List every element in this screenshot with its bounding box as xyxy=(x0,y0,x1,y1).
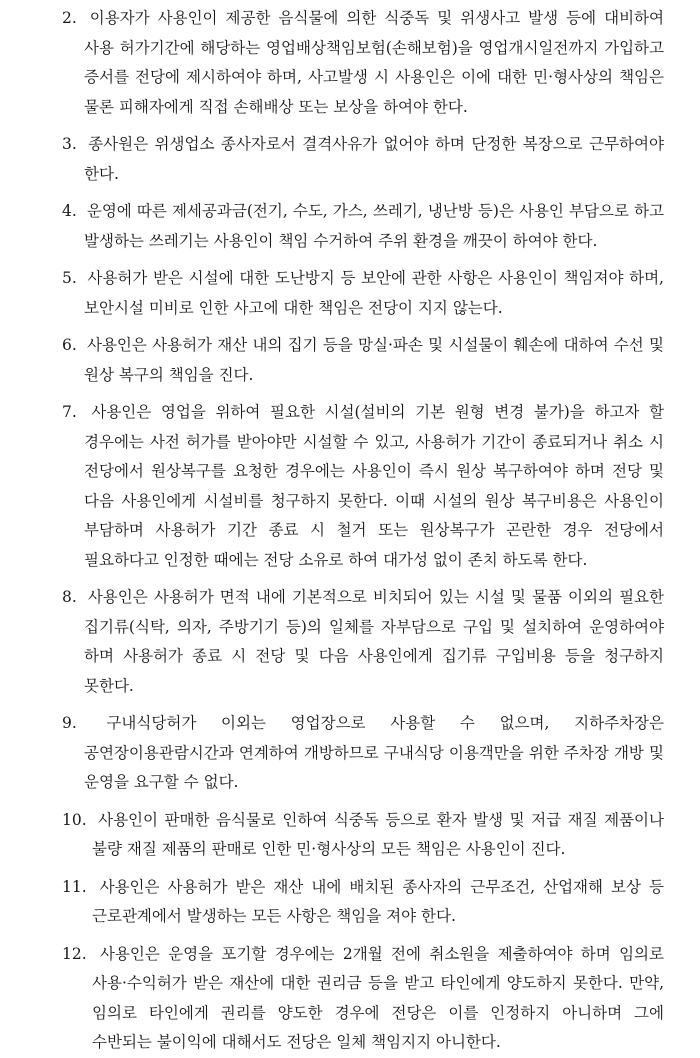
clause-8 xyxy=(62,583,664,701)
clause-number: 3. xyxy=(62,135,82,153)
clause-text: 구내식당허가 이외는 영업장으로 사용할 수 없으며, 지하주차장은 공연장이용관람시간과 연계하여 개방하므로 구내식당 이용객만을 위한 주차장 개방 및 운영을 요구할 수 없다. xyxy=(84,714,664,791)
clause-number: 12. xyxy=(62,944,92,963)
clause-number: 7. xyxy=(62,403,82,421)
clause-number: 2. xyxy=(62,9,82,27)
clause-9 xyxy=(62,709,664,798)
clause-number: 11. xyxy=(62,877,92,896)
clause-5 xyxy=(62,264,664,323)
clause-text: 사용인은 사용허가 면적 내에 기본적으로 비치되어 있는 시설 및 물품 이외의 필요한 집기류(식탁, 의자, 주방기기 등)의 일체를 자부담으로 구입 및 설치하여 운영하여야 하며 사용허가 종료 시 전당 및 다음 사용인에게 집기류 구입비용 등을 청구하지 못한다. xyxy=(84,588,664,695)
clause-text: 운영에 따른 제세공과금(전기, 수도, 가스, 쓰레기, 냉난방 등)은 사용인 부담으로 하고 발생하는 쓰레기는 사용인이 책임 수거하여 주위 환경을 깨끗이 하여야 한다. xyxy=(84,202,664,250)
clause-text: 사용인은 운영을 포기할 경우에는 2개월 전에 취소원을 제출하여야 하며 임의로 사용·수익허가 받은 재산에 대한 권리금 등을 받고 타인에게 양도하지 못한다. 만약, 임의로 타인에게 권리를 양도한 경우에 전당은 이를 인정하지 아니하며 그에 수반되는 불이익에 대해서도 전당은 일체 책임지지 아니한다. xyxy=(92,944,664,1051)
clause-number: 9. xyxy=(62,714,82,732)
clause-10 xyxy=(62,806,664,865)
clause-number: 10. xyxy=(62,810,92,829)
clause-4 xyxy=(62,197,664,256)
clause-12 xyxy=(62,940,664,1058)
clause-text: 사용인은 영업을 위하여 필요한 시설(설비의 기본 원형 변경 불가)을 하고자 할 경우에는 사전 허가를 받아야만 시설할 수 있고, 사용허가 기간이 종료되거나 취소 시 전당에서 원상복구를 요청한 경우에는 사용인이 즉시 원상 복구하여야 하며 전당 및 다음 사용인에게 시설비를 청구하지 못한다. 이때 시설의 원상 복구비용은 사용인이 부담하며 사용허가 기간 종료 시 철거 또는 원상복구가 곤란한 경우 전당에서 필요하다고 인정한 때에는 전당 소유로 하여 대가성 없이 존치 하도록 한다. xyxy=(84,403,664,569)
clause-text: 사용인이 판매한 음식물로 인하여 식중독 등으로 환자 발생 및 저급 재질 제품이나 불량 재질 제품의 판매로 인한 민·형사상의 모든 책임은 사용인이 진다. xyxy=(92,810,664,858)
clause-11 xyxy=(62,873,664,932)
clause-text: 이용자가 사용인이 제공한 음식물에 의한 식중독 및 위생사고 발생 등에 대비하여 사용 허가기간에 해당하는 영업배상책임보험(손해보험)을 영업개시일전까지 가입하고 증서를 전당에 제시하여야 하며, 사고발생 시 사용인은 이에 대한 민·형사상의 책임은 물론 피해자에게 직접 손해배상 또는 보상을 하여야 한다. xyxy=(84,9,664,116)
clause-text: 사용인은 사용허가 받은 재산 내에 배치된 종사자의 근무조건, 산업재해 보상 등 근로관계에서 발생하는 모든 사항은 책임을 져야 한다. xyxy=(92,877,664,925)
clause-number: 6. xyxy=(62,336,82,354)
clause-text: 사용인은 사용허가 재산 내의 집기 등을 망실·파손 및 시설물이 훼손에 대하여 수선 및 원상 복구의 책임을 진다. xyxy=(84,336,664,384)
clause-number: 5. xyxy=(62,269,82,287)
clause-number: 4. xyxy=(62,202,82,220)
clause-2 xyxy=(62,4,664,122)
clause-6 xyxy=(62,331,664,390)
clause-7 xyxy=(62,398,664,575)
clause-text: 사용허가 받은 시설에 대한 도난방지 등 보안에 관한 사항은 사용인이 책임져야 하며, 보안시설 미비로 인한 사고에 대한 책임은 전당이 지지 않는다. xyxy=(84,269,664,317)
clause-text: 종사원은 위생업소 종사자로서 결격사유가 없어야 하며 단정한 복장으로 근무하여야 한다. xyxy=(84,135,664,183)
clause-number: 8. xyxy=(62,588,82,606)
clause-3 xyxy=(62,130,664,189)
